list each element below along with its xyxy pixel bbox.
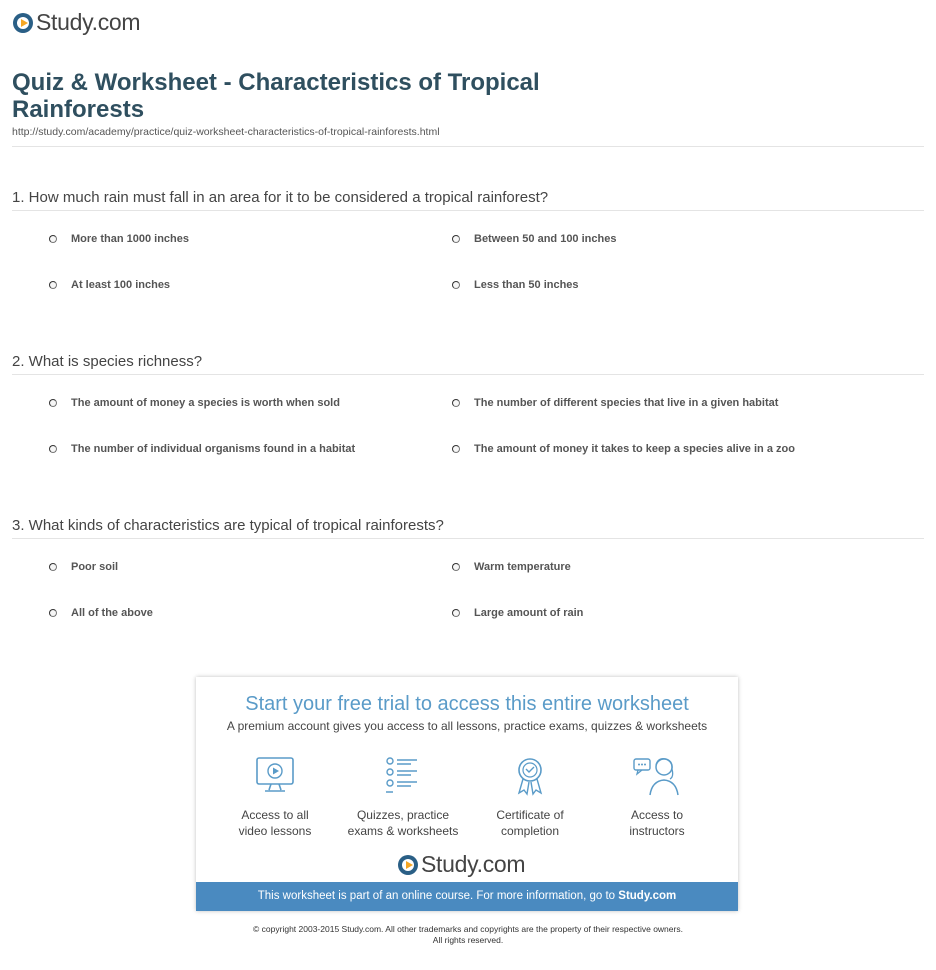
feature-instructors [587, 755, 727, 839]
radio-button[interactable] [49, 609, 57, 617]
question-2-option-d[interactable] [452, 443, 795, 455]
logo-text: Study.com [421, 851, 526, 877]
logo-text: Study.com [36, 9, 141, 35]
copyright-notice [0, 924, 936, 946]
certificate-icon [508, 755, 552, 797]
question-2-option-b[interactable] [452, 397, 778, 409]
feature-video-lessons [205, 755, 345, 839]
question-3-option-a[interactable] [49, 561, 118, 573]
promo-bar-text: This worksheet is part of an online course. For more information, go to [257, 890, 616, 902]
question-3: 3. What kinds of characteristics are typical of tropical rainforests? [12, 517, 444, 534]
page-title: Quiz & Worksheet - Characteristics of Tropical Rainforests [12, 69, 540, 123]
copyright-line: All rights reserved. [432, 935, 504, 945]
radio-button[interactable] [49, 235, 57, 243]
video-lesson-icon [253, 755, 297, 797]
radio-button[interactable] [49, 281, 57, 289]
copyright-line: © copyright 2003-2015 Study.com. All other trademarks and copyrights are the property of their respective owners. [253, 924, 683, 934]
option-label: Large amount of rain [474, 607, 584, 619]
feature-label: exams & worksheets [347, 824, 459, 838]
promo-subtitle: A premium account gives you access to all lessons, practice exams, quizzes & worksheets [226, 719, 708, 733]
radio-button[interactable] [452, 609, 460, 617]
play-logo-icon [13, 13, 33, 33]
question-3-option-b[interactable] [452, 561, 571, 573]
option-label: More than 1000 inches [71, 233, 189, 245]
divider [12, 146, 924, 147]
free-trial-promo[interactable] [196, 677, 738, 911]
radio-button[interactable] [49, 445, 57, 453]
promo-info-bar[interactable] [196, 882, 738, 911]
promo-title[interactable]: Start your free trial to access this entire worksheet [245, 693, 689, 715]
question-1-option-c[interactable] [49, 279, 170, 291]
feature-label: Certificate of [496, 808, 564, 822]
question-2: 2. What is species richness? [12, 353, 203, 370]
question-2-option-c[interactable] [49, 443, 355, 455]
feature-label: video lessons [238, 824, 312, 838]
option-label: All of the above [71, 607, 153, 619]
feature-label: instructors [629, 824, 685, 838]
radio-button[interactable] [452, 563, 460, 571]
feature-quizzes [333, 755, 473, 839]
question-1: 1. How much rain must fall in an area for it to be considered a tropical rainforest? [12, 189, 549, 206]
question-1-option-b[interactable] [452, 233, 616, 245]
study-com-link[interactable]: Study.com [618, 890, 677, 902]
option-label: Less than 50 inches [474, 279, 579, 291]
option-label: Poor soil [71, 561, 119, 573]
study-logo-promo[interactable] [398, 851, 525, 878]
play-logo-icon [398, 855, 418, 875]
radio-button[interactable] [452, 281, 460, 289]
feature-label: Quizzes, practice [356, 808, 450, 822]
radio-button[interactable] [452, 235, 460, 243]
radio-button[interactable] [49, 563, 57, 571]
question-1-option-d[interactable] [452, 279, 579, 291]
option-label: Warm temperature [474, 561, 571, 573]
feature-certificate [460, 755, 600, 839]
option-label: The amount of money it takes to keep a species alive in a zoo [474, 443, 795, 455]
option-label: The number of individual organisms found in a habitat [71, 443, 356, 455]
option-label: The amount of money a species is worth when sold [71, 397, 340, 409]
question-3-option-c[interactable] [49, 607, 153, 619]
divider [12, 538, 924, 539]
option-label: At least 100 inches [71, 279, 171, 291]
question-2-option-a[interactable] [49, 397, 340, 409]
study-logo[interactable] [13, 9, 140, 36]
feature-label: Access to [630, 808, 684, 822]
page-url: http://study.com/academy/practice/quiz-worksheet-characteristics-of-tropical-rainforests.html [12, 126, 440, 138]
instructor-icon [632, 755, 682, 797]
checklist-icon [381, 755, 425, 797]
radio-button[interactable] [452, 399, 460, 407]
option-label: Between 50 and 100 inches [474, 233, 617, 245]
divider [12, 210, 924, 211]
question-3-option-d[interactable] [452, 607, 583, 619]
feature-label: Access to all [241, 808, 309, 822]
radio-button[interactable] [452, 445, 460, 453]
radio-button[interactable] [49, 399, 57, 407]
question-1-option-a[interactable] [49, 233, 189, 245]
divider [12, 374, 924, 375]
option-label: The number of different species that live in a given habitat [474, 397, 779, 409]
feature-label: completion [500, 824, 560, 838]
